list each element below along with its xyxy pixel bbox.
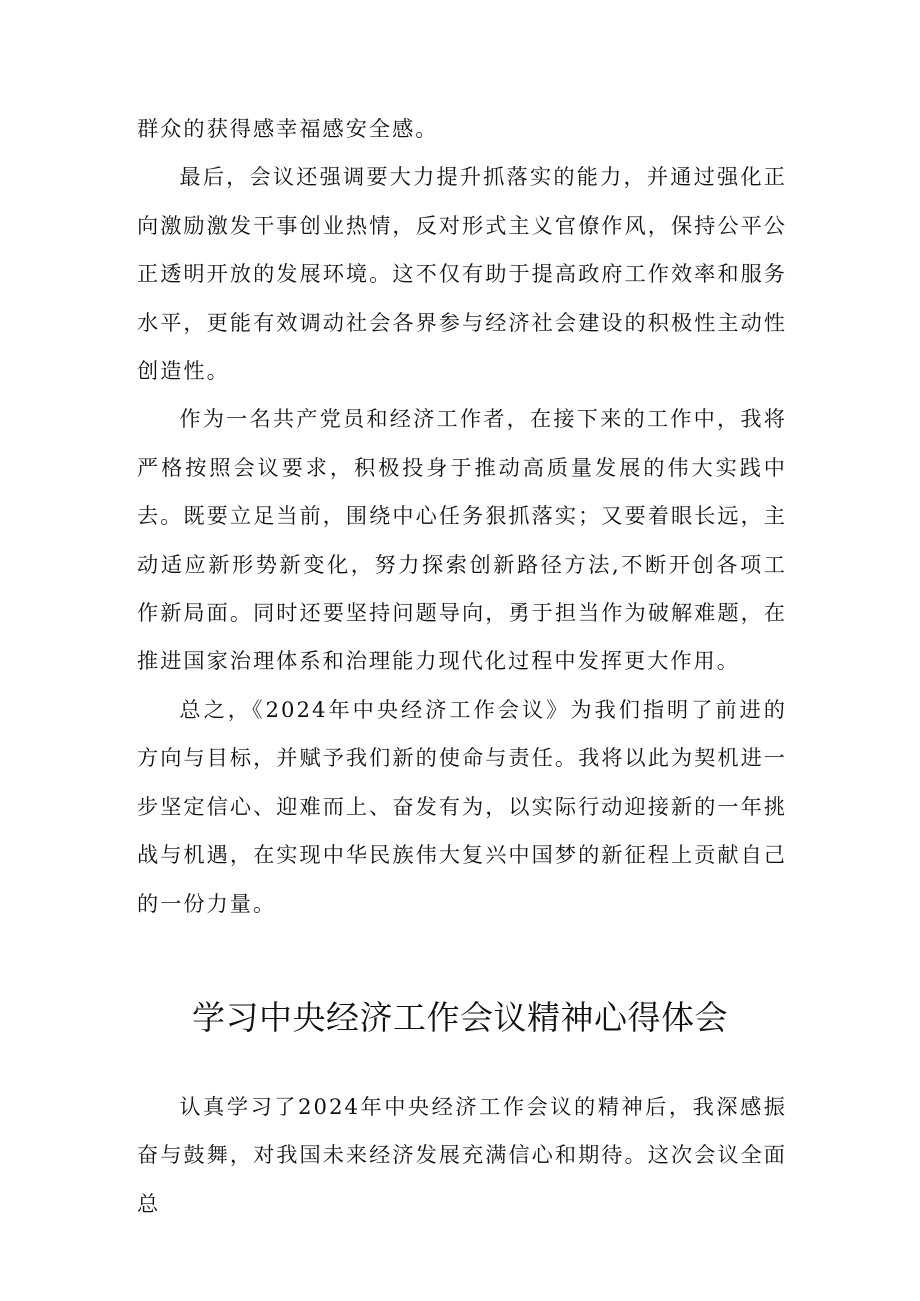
paragraph-conclusion: 总之，《2024年中央经济工作会议》为我们指明了前进的方向与目标，并赋予我们新的使命与责任。我将以此为契机进一步坚定信心、迎难而上、奋发有为，以实际行动迎接新的一年挑战与机遇，在实现中华民族伟大复兴中国梦的新征程上贡献自己的一份力量。 <box>137 696 787 916</box>
document-body <box>137 105 787 928</box>
paragraph-commitment: 作为一名共产党员和经济工作者，在接下来的工作中，我将严格按照会议要求，积极投身于推动高质量发展的伟大实践中去。既要立足当前，围绕中心任务狠抓落实；又要着眼长远，主动适应新形势新变化，努力探索创新路径方法,不断开创各项工作新局面。同时还要坚持问题导向，勇于担当作为破解难题，在推进国家治理体系和治理能力现代化过程中发挥更大作用。 <box>137 406 787 674</box>
document-body-second-section <box>137 1083 787 1228</box>
paragraph-continuation: 群众的获得感幸福感安全感。 <box>137 116 439 141</box>
paragraph-opening: 认真学习了2024年中央经济工作会议的精神后，我深感振奋与鼓舞，对我国未来经济发展充满信心和期待。这次会议全面总 <box>137 1094 787 1216</box>
section-heading: 学习中央经济工作会议精神心得体会 <box>192 998 728 1037</box>
paragraph-finally: 最后，会议还强调要大力提升抓落实的能力，并通过强化正向激励激发干事创业热情，反对形式主义官僚作风，保持公平公正透明开放的发展环境。这不仅有助于提高政府工作效率和服务水平，更能有效调动社会各界参与经济社会建设的积极性主动性创造性。 <box>137 164 787 384</box>
